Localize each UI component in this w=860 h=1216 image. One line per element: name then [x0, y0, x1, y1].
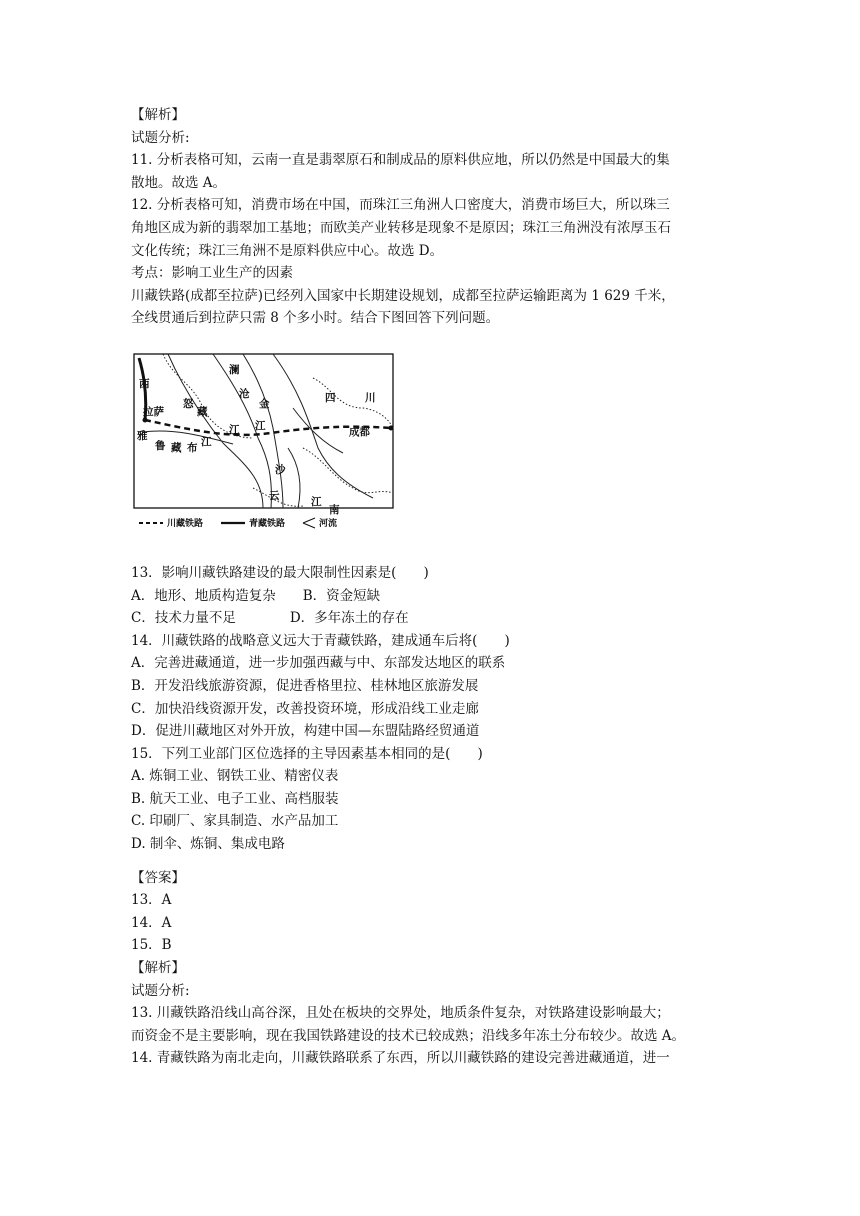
option: C．技术力量不足 D．多年冻土的存在 — [131, 610, 409, 627]
map-label: 西 — [139, 377, 150, 390]
question-13: 13．影响川藏铁路建设的最大限制性因素是( ) — [131, 564, 429, 581]
analysis-line: 而资金不是主要影响，现在我国铁路建设的技术已较成熟；沿线多年冻土分布较少。故选 A。 — [131, 1027, 686, 1044]
legend-river: 河流 — [319, 518, 338, 529]
map-label: 成都 — [349, 425, 370, 438]
railway-map — [133, 348, 395, 548]
analysis-line: 14. 青藏铁路为南北走向，川藏铁路联系了东西，所以川藏铁路的建设完善进藏通道，进一 — [131, 1050, 670, 1067]
map-label: 江 — [255, 419, 266, 432]
map-label: 雅 — [137, 429, 148, 442]
intro-line: 川藏铁路(成都至拉萨)已经列入国家中长期建设规划，成都至拉萨运输距离为 1 629 千米， — [131, 287, 675, 304]
analysis-line: 13. 川藏铁路沿线山高谷深，且处在板块的交界处，地质条件复杂，对铁路建设影响最大； — [131, 1005, 670, 1022]
analysis-subheading: 试题分析: — [131, 982, 190, 999]
map-label: 藏 — [197, 405, 208, 418]
option: D. 制伞、炼铜、集成电路 — [131, 836, 285, 853]
option: B．开发沿线旅游资源，促进香格里拉、桂林地区旅游发展 — [131, 677, 479, 694]
map-label: 藏 — [171, 441, 182, 454]
map-label: 澜 — [229, 363, 240, 376]
analysis-heading: 【解析】 — [131, 960, 185, 977]
map-label: 四 — [325, 391, 336, 404]
knowledge-point: 考点：影响工业生产的因素 — [131, 265, 293, 282]
map-label: 江 — [311, 495, 322, 508]
question-15: 15．下列工业部门区位选择的主导因素基本相同的是( ) — [131, 745, 483, 762]
map-label: 鲁 — [155, 439, 166, 452]
map-label: 南 — [329, 503, 340, 516]
intro-line: 全线贯通后到拉萨只需 8 个多小时。结合下图回答下列问题。 — [131, 310, 500, 327]
option: A．完善进藏通道，进一步加强西藏与中、东部发达地区的联系 — [131, 655, 506, 672]
option: A. 炼铜工业、钢铁工业、精密仪表 — [131, 768, 339, 785]
map-label: 江 — [201, 435, 212, 448]
analysis-heading: 【解析】 — [131, 107, 185, 123]
legend-sichuan-tibet: 川藏铁路 — [167, 518, 204, 529]
map-label: 金 — [259, 397, 270, 410]
legend-qinghai-tibet: 青藏铁路 — [249, 518, 286, 529]
map-label: 沙 — [275, 463, 286, 476]
analysis-line: 角地区成为新的翡翠加工基地；而欧美产业转移是现象不是原因；珠江三角洲没有浓厚玉石 — [131, 219, 671, 236]
analysis-line: 散地。故选 A。 — [131, 174, 227, 191]
analysis-subheading: 试题分析: — [131, 129, 190, 146]
analysis-line: 文化传统；珠江三角洲不是原料供应中心。故选 D。 — [131, 242, 444, 259]
question-14: 14．川藏铁路的战略意义远大于青藏铁路，建成通车后将( ) — [131, 632, 510, 649]
map-label: 川 — [365, 391, 376, 404]
map-label: 拉萨 — [143, 405, 164, 418]
option: C．加快沿线资源开发，改善投资环境，形成沿线工业走廊 — [131, 700, 479, 717]
answer-line: 15．B — [131, 937, 172, 954]
analysis-line: 11. 分析表格可知，云南一直是翡翠原石和制成品的原料供应地，所以仍然是中国最大的集 — [131, 152, 670, 169]
option: C. 印刷厂、家具制造、水产品加工 — [131, 813, 339, 830]
map-label: 江 — [229, 423, 240, 436]
analysis-line: 12. 分析表格可知，消费市场在中国，而珠江三角洲人口密度大，消费市场巨大，所以珠三 — [131, 197, 670, 214]
option: D．促进川藏地区对外开放，构建中国—东盟陆路经贸通道 — [131, 723, 480, 740]
option: A．地形、地质构造复杂 B．资金短缺 — [131, 587, 381, 604]
answer-heading: 【答案】 — [131, 869, 185, 886]
map-label: 云 — [269, 489, 280, 502]
option: B. 航天工业、电子工业、高档服装 — [131, 790, 339, 807]
map-label: 沧 — [239, 387, 250, 400]
map-label: 怒 — [183, 397, 194, 410]
map-label: 布 — [187, 441, 198, 454]
answer-line: 14．A — [131, 914, 172, 931]
answer-line: 13．A — [131, 892, 172, 909]
document-page — [131, 104, 731, 1070]
